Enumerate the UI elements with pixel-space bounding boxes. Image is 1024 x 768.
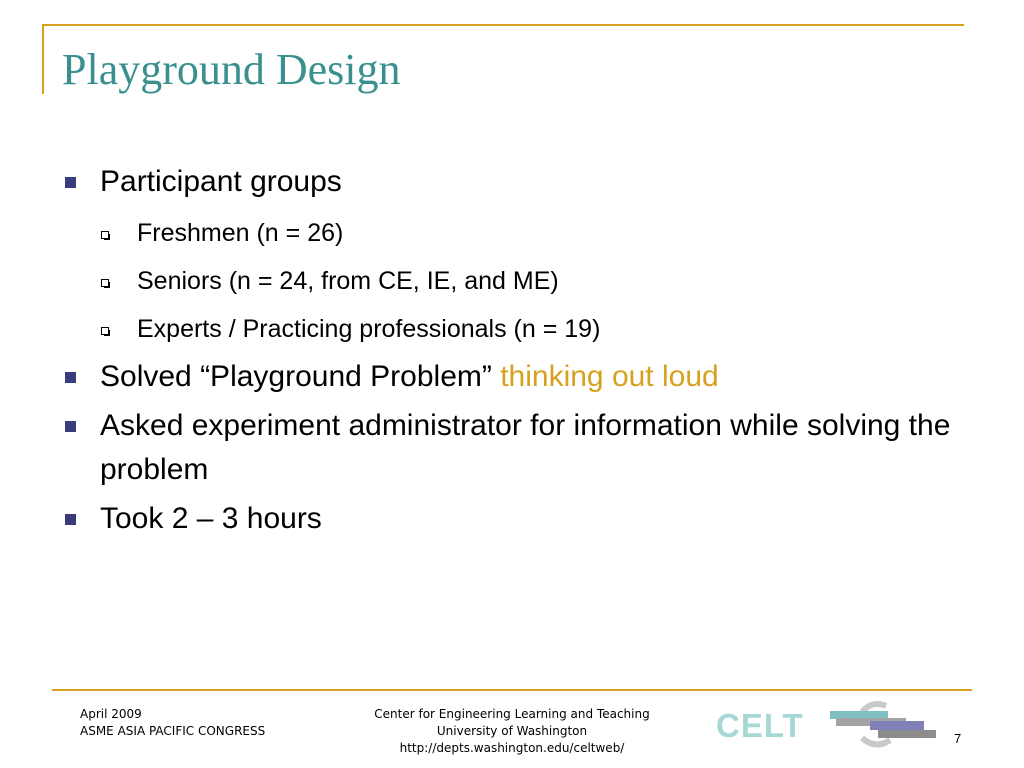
- footer-university: University of Washington: [436, 724, 588, 738]
- footer-url: http://depts.washington.edu/celtweb/: [399, 741, 625, 755]
- page-number: 7: [954, 731, 962, 746]
- hollow-square-bullet-icon: [101, 279, 109, 287]
- sub-bullet-text: Seniors (n = 24, from CE, IE, and ME): [137, 267, 559, 295]
- sub-bullet-text: Freshmen (n = 26): [137, 219, 344, 247]
- highlighted-text: thinking out loud: [500, 360, 719, 393]
- footer-left: [80, 706, 265, 740]
- sub-bullet-freshmen: [62, 209, 982, 257]
- square-bullet-icon: [65, 421, 76, 432]
- hollow-square-bullet-icon: [101, 231, 109, 239]
- square-bullet-icon: [65, 514, 76, 525]
- sub-bullet-seniors: [62, 257, 982, 305]
- logo-graphic-icon: [712, 696, 944, 754]
- footer-date: April 2009: [80, 707, 142, 721]
- bullet-solved-problem: [62, 355, 982, 399]
- celt-logo: [712, 696, 944, 754]
- hollow-square-bullet-icon: [101, 327, 109, 335]
- bullet-participant-groups: [62, 160, 982, 204]
- square-bullet-icon: [65, 372, 76, 383]
- square-bullet-icon: [65, 177, 76, 188]
- bullet-asked-administrator: [62, 404, 982, 492]
- sub-bullet-text: Experts / Practicing professionals (n = 19): [137, 315, 601, 343]
- bullet-text: Asked experiment administrator for information while solving the problem: [100, 409, 951, 486]
- slide-content: [62, 160, 982, 546]
- footer-center: [352, 706, 672, 757]
- logo-wordmark: CELT: [716, 707, 804, 744]
- bullet-text: Participant groups: [100, 165, 342, 198]
- bullet-text: Took 2 – 3 hours: [100, 502, 322, 535]
- sub-bullet-experts: [62, 305, 982, 353]
- slide-title: Playground Design: [62, 45, 401, 94]
- footer-event: ASME ASIA PACIFIC CONGRESS: [80, 724, 266, 738]
- title-frame-top-rule: [42, 24, 964, 26]
- footer-rule: [52, 689, 972, 691]
- bullet-text: Solved “Playground Problem”: [100, 360, 501, 393]
- footer-organization: Center for Engineering Learning and Teaching: [374, 707, 650, 721]
- title-frame-left-rule: [42, 24, 44, 94]
- bullet-duration: [62, 497, 982, 541]
